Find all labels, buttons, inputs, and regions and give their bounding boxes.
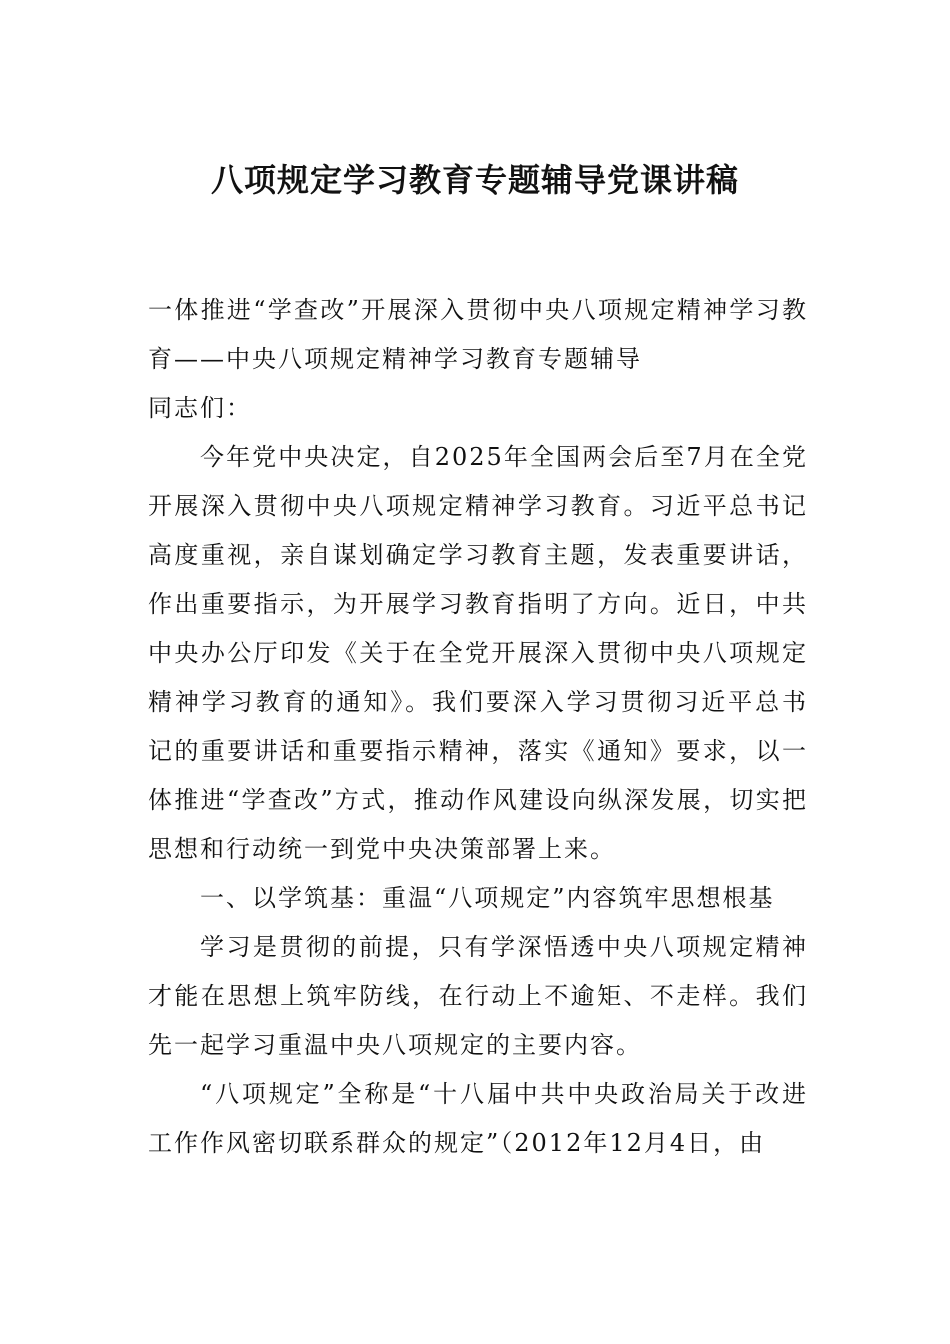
document-subtitle: 一体推进“学查改”开展深入贯彻中央八项规定精神学习教育——中央八项规定精神学习教育专题辅导 xyxy=(148,296,808,373)
body-paragraph: “八项规定”全称是“十八届中共中央政治局关于改进工作作风密切联系群众的规定”（2012年12月4日，由 xyxy=(148,1080,808,1157)
body-paragraph: 今年党中央决定，自2025年全国两会后至7月在全党开展深入贯彻中央八项规定精神学习教育。习近平总书记高度重视，亲自谋划确定学习教育主题，发表重要讲话，作出重要指示，为开展学习教育指明了方向。近日，中共中央办公厅印发《关于在全党开展深入贯彻中央八项规定精神学习教育的通知》。我们要深入学习贯彻习近平总书记的重要讲话和重要指示精神，落实《通知》要求，以一体推进“学查改”方式，推动作风建设向纵深发展，切实把思想和行动统一到党中央决策部署上来。 xyxy=(148,443,808,863)
salutation: 同志们： xyxy=(148,394,252,422)
body-paragraph: 学习是贯彻的前提，只有学深悟透中央八项规定精神才能在思想上筑牢防线，在行动上不逾矩、不走样。我们先一起学习重温中央八项规定的主要内容。 xyxy=(148,933,808,1059)
section-heading: 一、以学筑基：重温“八项规定”内容筑牢思想根基 xyxy=(200,884,775,912)
document-title: 八项规定学习教育专题辅导党课讲稿 xyxy=(210,161,739,199)
document-body xyxy=(148,286,808,1168)
